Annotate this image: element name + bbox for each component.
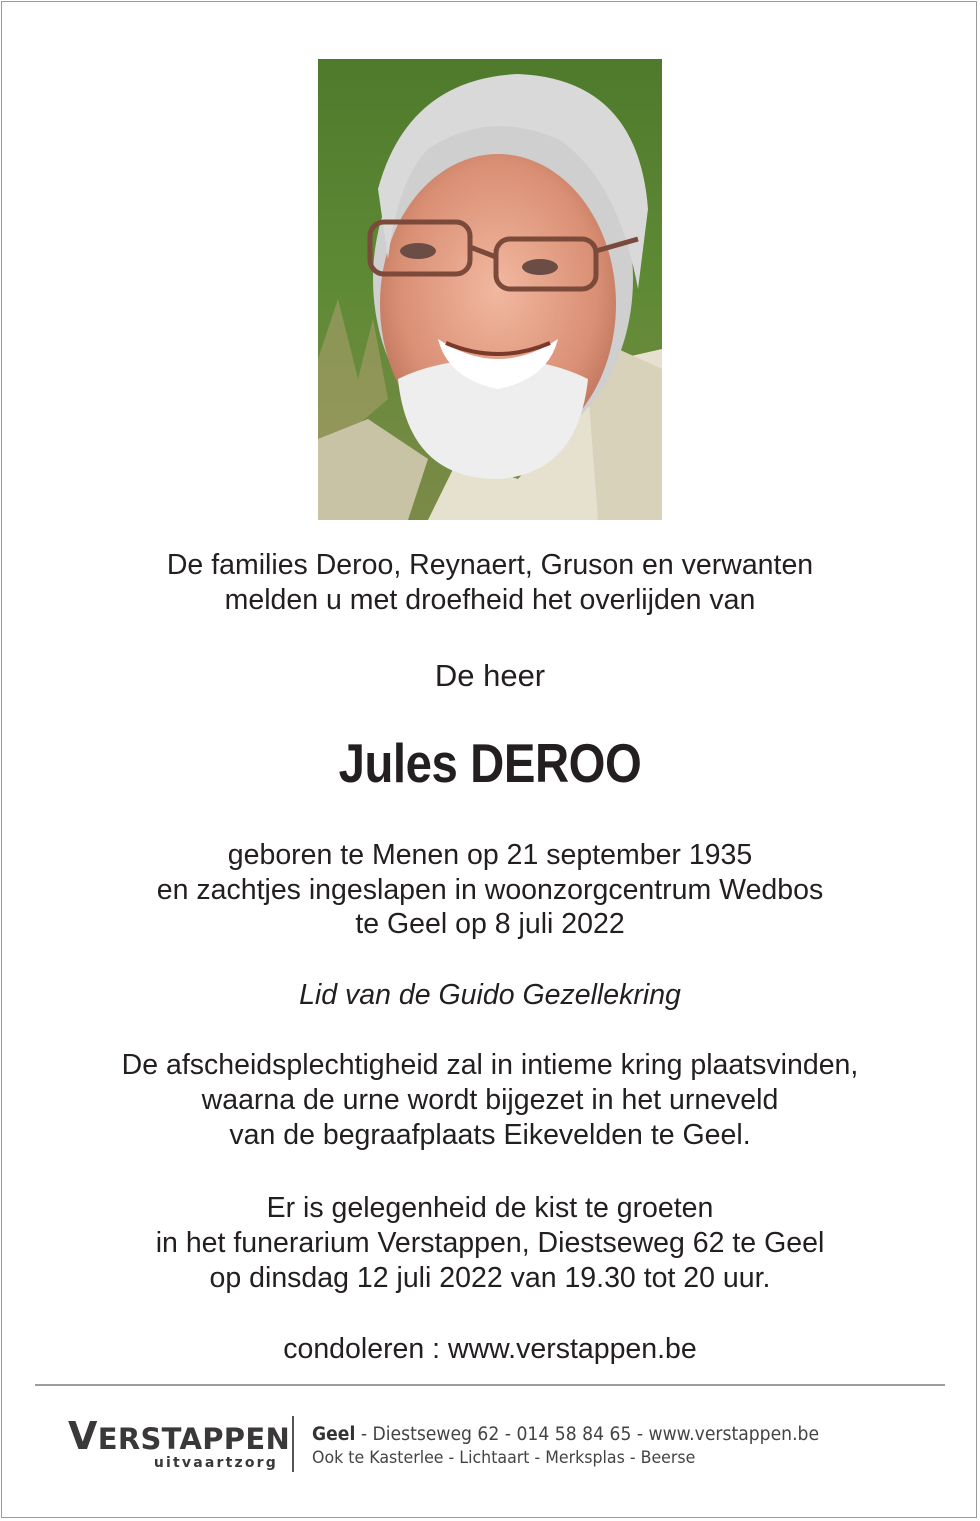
- logo-subtitle: uitvaartzorg: [153, 1455, 278, 1471]
- portrait-photo: [318, 59, 662, 520]
- logo-wordmark: [68, 1414, 291, 1458]
- deceased-name: Jules DEROO: [338, 732, 642, 794]
- footer-address-line: - Diestseweg 62 - 014 58 84 65 - www.verstappen.be: [355, 1424, 820, 1445]
- salutation: De heer: [434, 658, 546, 693]
- intro-announcement: [0, 548, 980, 618]
- membership-note: Lid van de Guido Gezellekring: [299, 979, 681, 1011]
- ceremony-details: [0, 1048, 980, 1153]
- ceremony-line: van de begraafplaats Eikevelden te Geel.: [229, 1119, 751, 1151]
- birth-death-dates: [0, 838, 980, 942]
- dates-line: en zachtjes ingeslapen in woonzorgcentrum Wedbos: [156, 873, 824, 906]
- intro-line: melden u met droefheid het overlijden van: [224, 584, 756, 616]
- dates-line: te Geel op 8 juli 2022: [355, 908, 625, 940]
- footer-divider: [35, 1384, 945, 1386]
- logo-initial: V: [68, 1414, 98, 1458]
- footer-other-locations: Ook te Kasterlee - Lichtaart - Merksplas - Beerse: [312, 1448, 696, 1468]
- visitation-line: in het funerarium Verstappen, Diestseweg 62 te Geel: [155, 1227, 825, 1259]
- verstappen-logo: [68, 1414, 291, 1473]
- logo-separator: [292, 1416, 294, 1472]
- condolence-link[interactable]: condoleren : www.verstappen.be: [283, 1333, 697, 1365]
- visitation-line: op dinsdag 12 juli 2022 van 19.30 tot 20 uur.: [209, 1262, 771, 1294]
- ceremony-line: De afscheidsplechtigheid zal in intieme kring plaatsvinden,: [121, 1049, 859, 1081]
- visitation-details: [0, 1191, 980, 1296]
- ceremony-line: waarna de urne wordt bijgezet in het urneveld: [201, 1084, 779, 1116]
- footer-city: Geel: [312, 1424, 356, 1445]
- visitation-line: Er is gelegenheid de kist te groeten: [266, 1192, 714, 1224]
- dates-line: geboren te Menen op 21 september 1935: [227, 839, 753, 871]
- logo-rest: ERSTAPPEN: [97, 1422, 291, 1456]
- intro-line: De families Deroo, Reynaert, Gruson en verwanten: [166, 549, 814, 581]
- footer-address: [312, 1422, 819, 1447]
